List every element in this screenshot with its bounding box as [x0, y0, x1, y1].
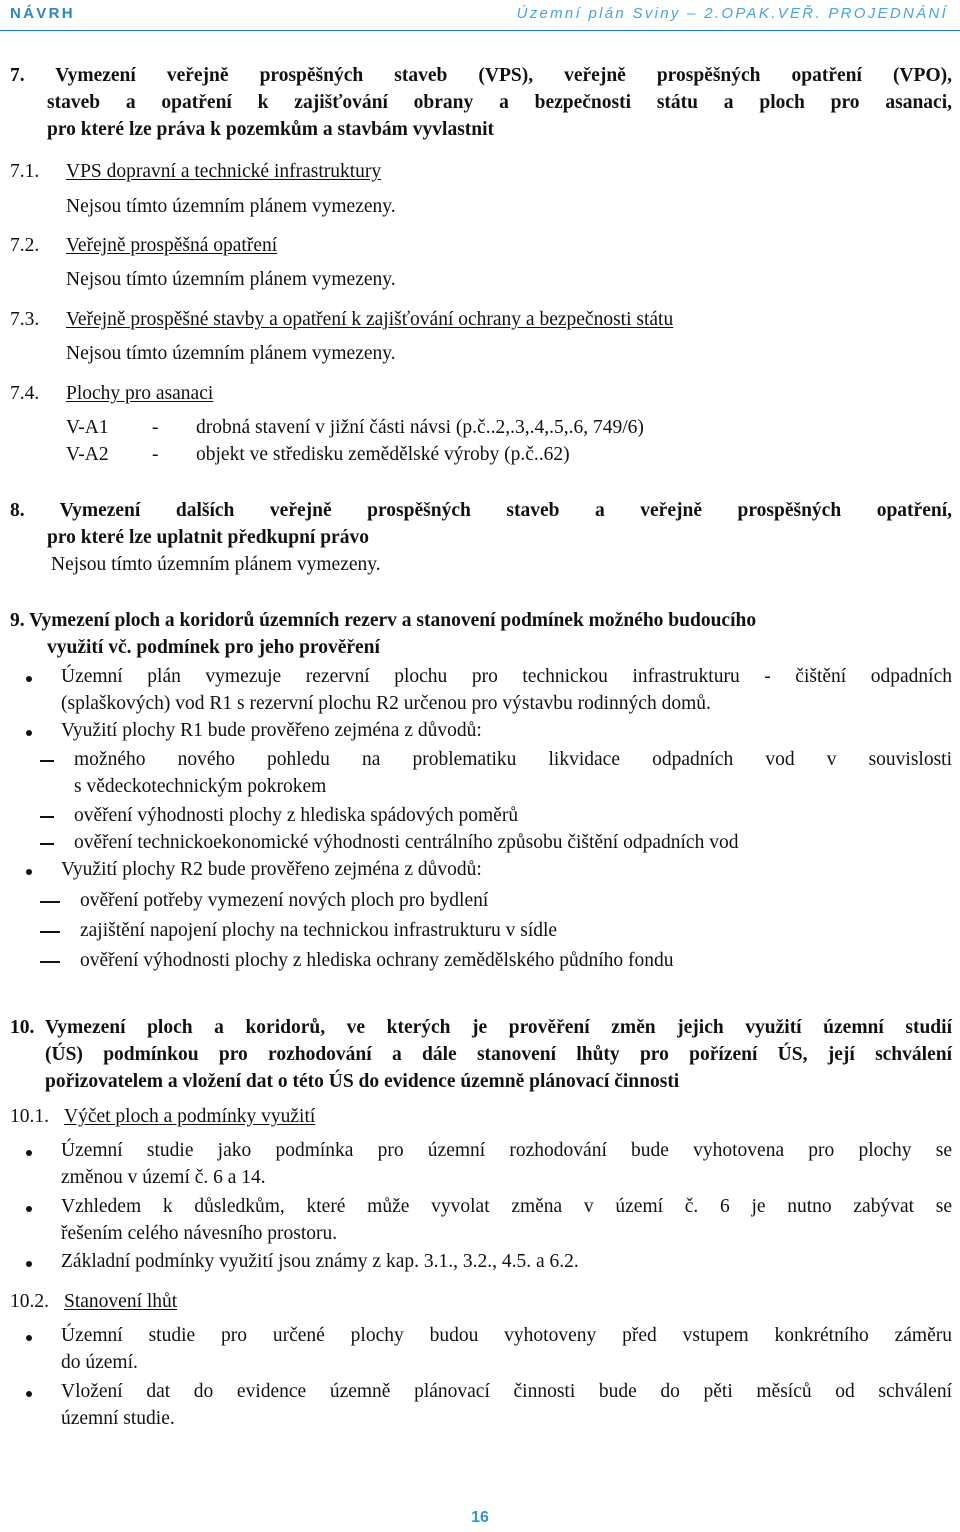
- section-10-1-bullet-3: Základní podmínky využití jsou známy z kap. 3.1., 3.2., 4.5. a 6.2.: [61, 1251, 579, 1272]
- bullet-icon: [26, 730, 32, 736]
- section-7-4-number: 7.4.: [10, 383, 40, 404]
- header-draft-label: NÁVRH: [10, 5, 75, 22]
- asanace-row-dash: -: [152, 417, 159, 438]
- asanace-row-description: objekt ve středisku zemědělské výroby (p.č..62): [196, 444, 570, 465]
- dash-icon: [40, 816, 54, 818]
- header-document-title: Územní plán Sviny – 2.OPAK.VEŘ. PROJEDNÁNÍ: [516, 5, 948, 22]
- section-9-title-line-1: 9. Vymezení ploch a koridorů územních rezerv a stanovení podmínek možného budoucího: [10, 610, 757, 631]
- section-7-3-number: 7.3.: [10, 309, 40, 330]
- r2-reason-3: ověření výhodnosti plochy z hlediska ochrany zemědělského půdního fondu: [80, 950, 674, 971]
- bullet-icon: [26, 1150, 32, 1156]
- r2-reason-1: ověření potřeby vymezení nových ploch pro bydlení: [80, 890, 489, 911]
- section-7-3-text: Nejsou tímto územním plánem vymezeny.: [66, 343, 396, 364]
- section-7-1-number: 7.1.: [10, 161, 40, 182]
- section-10-1-bullet-2-line-1: Vzhledem k důsledkům, které může vyvolat změna v území č. 6 je nutno zabývat se: [61, 1196, 952, 1217]
- asanace-row-dash: -: [152, 444, 159, 465]
- r1-reason-1-line-2: s vědeckotechnickým pokrokem: [74, 776, 327, 797]
- r1-reason-1-line-1: možného nového pohledu na problematiku likvidace odpadních vod v souvislosti: [74, 749, 952, 770]
- dash-icon: [40, 931, 60, 933]
- section-7-4-title: Plochy pro asanaci: [66, 383, 214, 404]
- r2-reason-2: zajištění napojení plochy na technickou infrastrukturu v sídle: [80, 920, 558, 941]
- section-10-1-number: 10.1.: [10, 1106, 49, 1127]
- section-7-2-title: Veřejně prospěšná opatření: [66, 235, 278, 256]
- bullet-icon: [26, 1206, 32, 1212]
- dash-icon: [40, 843, 54, 845]
- section-7-1-text: Nejsou tímto územním plánem vymezeny.: [66, 196, 396, 217]
- section-10-1-title: Výčet ploch a podmínky využití: [64, 1106, 316, 1127]
- section-10-2-bullet-2-line-1: Vložení dat do evidence územně plánovací činnosti bude do pěti měsíců od schválení: [61, 1381, 952, 1402]
- bullet-icon: [26, 1335, 32, 1341]
- r1-reason-2: ověření výhodnosti plochy z hlediska spádových poměrů: [74, 805, 519, 826]
- asanace-row-description: drobná stavení v jižní části návsi (p.č..2,.3,.4,.5,.6, 749/6): [196, 417, 644, 438]
- dash-icon: [40, 901, 60, 903]
- section-9-bullet-1-line-1: Územní plán vymezuje rezervní plochu pro technickou infrastrukturu - čištění odpadních: [61, 666, 952, 687]
- section-10-1-bullet-1-line-1: Územní studie jako podmínka pro územní rozhodování bude vyhotovena pro plochy se: [61, 1140, 952, 1161]
- section-7-title-line-3: pro které lze práva k pozemkům a stavbám vyvlastnit: [47, 119, 495, 140]
- bullet-icon: [26, 1391, 32, 1397]
- dash-icon: [40, 760, 54, 762]
- section-10-2-bullet-1-line-1: Územní studie pro určené plochy budou vyhotoveny před vstupem konkrétního záměru: [61, 1325, 952, 1346]
- asanace-row-code: V-A1: [66, 417, 109, 438]
- section-7-2-text: Nejsou tímto územním plánem vymezeny.: [66, 269, 396, 290]
- section-9-bullet-2: Využití plochy R1 bude prověřeno zejména z důvodů:: [61, 720, 482, 741]
- section-7-1-title: VPS dopravní a technické infrastruktury: [66, 161, 382, 182]
- section-8-title-line-2: pro které lze uplatnit předkupní právo: [47, 527, 369, 548]
- section-8-text: Nejsou tímto územním plánem vymezeny.: [51, 554, 381, 575]
- section-10-number: 10.: [10, 1017, 35, 1038]
- section-7-title-line-2: staveb a opatření k zajišťování obrany a bezpečnosti státu a ploch pro asanaci,: [47, 92, 952, 113]
- bullet-icon: [26, 869, 32, 875]
- section-10-1-bullet-1-line-2: změnou v území č. 6 a 14.: [61, 1167, 266, 1188]
- page-number: 16: [471, 1509, 489, 1526]
- section-7-title-line-1: 7. Vymezení veřejně prospěšných staveb (VPS), veřejně prospěšných opatření (VPO),: [10, 65, 952, 86]
- bullet-icon: [26, 1261, 32, 1267]
- section-7-2-number: 7.2.: [10, 235, 40, 256]
- bullet-icon: [26, 676, 32, 682]
- section-10-2-bullet-2-line-2: územní studie.: [61, 1408, 175, 1429]
- dash-icon: [40, 961, 60, 963]
- section-10-title-line-2: (ÚS) podmínkou pro rozhodování a dále stanovení lhůty pro pořízení ÚS, její schválení: [45, 1044, 952, 1065]
- asanace-row-code: V-A2: [66, 444, 109, 465]
- section-10-title-line-3: pořizovatelem a vložení dat o této ÚS do evidence územně plánovací činnosti: [45, 1071, 680, 1092]
- section-9-bullet-3: Využití plochy R2 bude prověřeno zejména z důvodů:: [61, 859, 482, 880]
- section-8-title-line-1: 8. Vymezení dalších veřejně prospěšných staveb a veřejně prospěšných opatření,: [10, 500, 952, 521]
- section-10-title-line-1: Vymezení ploch a koridorů, ve kterých je prověření změn jejich využití územní studií: [45, 1017, 952, 1038]
- page-header: [0, 0, 960, 31]
- section-9-bullet-1-line-2: (splaškových) vod R1 s rezervní plochu R2 určenou pro výstavbu rodinných domů.: [61, 693, 711, 714]
- r1-reason-3: ověření technickoekonomické výhodnosti centrálního způsobu čištění odpadních vod: [74, 832, 739, 853]
- section-9-title-line-2: využití vč. podmínek pro jeho prověření: [47, 637, 380, 658]
- section-10-2-title: Stanovení lhůt: [64, 1291, 178, 1312]
- section-7-3-title: Veřejně prospěšné stavby a opatření k zajišťování ochrany a bezpečnosti státu: [66, 309, 674, 330]
- section-10-2-bullet-1-line-2: do území.: [61, 1352, 138, 1373]
- section-10-2-number: 10.2.: [10, 1291, 49, 1312]
- section-10-1-bullet-2-line-2: řešením celého návesního prostoru.: [61, 1223, 338, 1244]
